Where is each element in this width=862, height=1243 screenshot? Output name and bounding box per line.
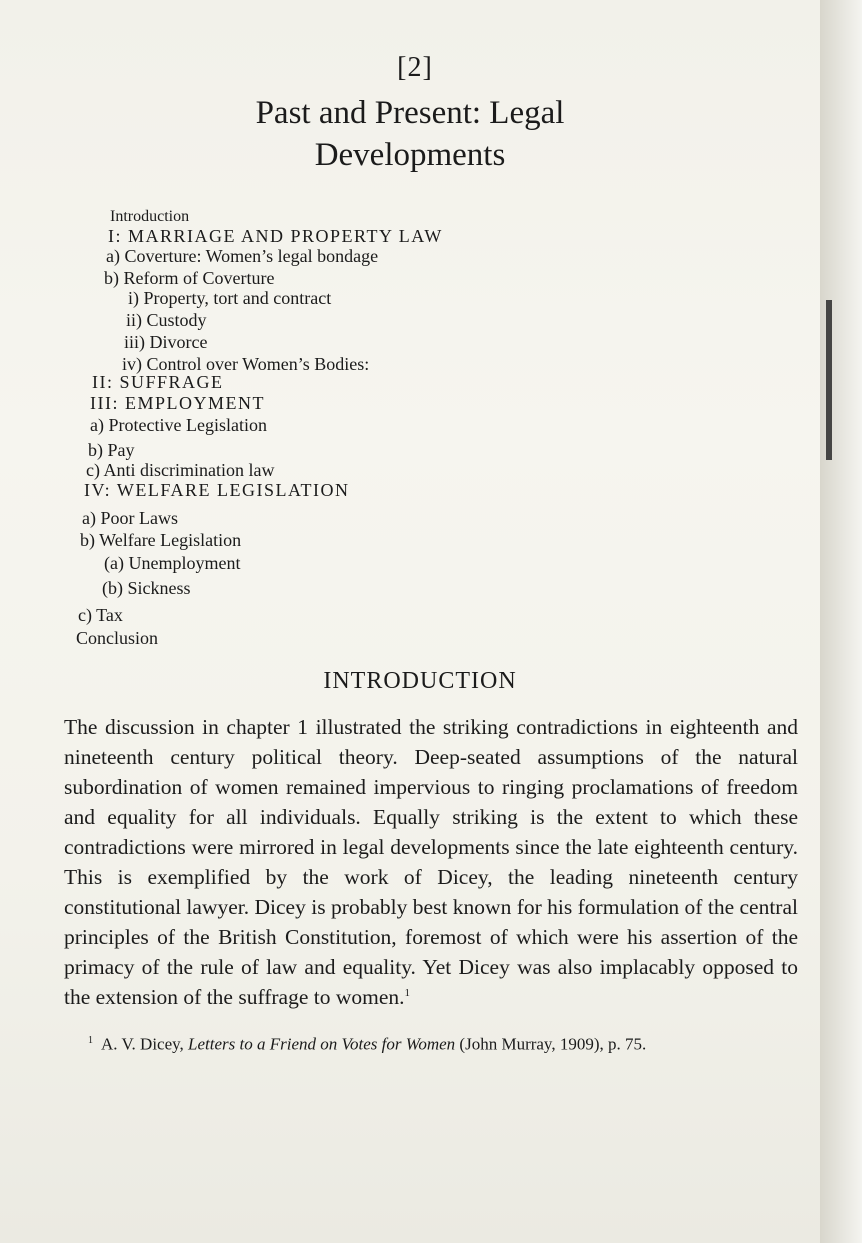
toc-part-2: II: SUFFRAGE bbox=[92, 372, 224, 392]
toc-item-3a: a) Protective Legislation bbox=[90, 415, 267, 435]
footnote-work-title: Letters to a Friend on Votes for Women bbox=[188, 1034, 456, 1054]
toc-part-1: I: MARRIAGE AND PROPERTY LAW bbox=[108, 226, 443, 246]
binding-shadow bbox=[826, 300, 832, 460]
page-edge bbox=[820, 0, 862, 1243]
toc-item-1b: b) Reform of Coverture bbox=[104, 268, 275, 288]
toc-item-3c: c) Anti discrimination law bbox=[86, 460, 275, 480]
toc-item-1b-iii: iii) Divorce bbox=[124, 332, 208, 352]
footnote-reference: 1 bbox=[404, 986, 411, 999]
toc-item-4b-a: (a) Unemployment bbox=[104, 553, 241, 573]
toc-part-3: III: EMPLOYMENT bbox=[90, 393, 265, 413]
section-heading: INTRODUCTION bbox=[323, 668, 517, 694]
toc-item-3b: b) Pay bbox=[88, 440, 135, 460]
footnote bbox=[88, 1030, 788, 1056]
footnote-details: (John Murray, 1909), p. 75. bbox=[459, 1034, 647, 1054]
chapter-number: [2] bbox=[397, 52, 433, 83]
toc-introduction: Introduction bbox=[110, 208, 190, 225]
toc-item-4c: c) Tax bbox=[78, 605, 123, 625]
footnote-mark: 1 bbox=[88, 1035, 93, 1046]
footnote-author: A. V. Dicey, bbox=[101, 1034, 184, 1054]
toc-item-1a: a) Coverture: Women’s legal bondage bbox=[106, 246, 379, 266]
toc-part-4: IV: WELFARE LEGISLATION bbox=[84, 480, 350, 500]
toc-item-1b-i: i) Property, tort and contract bbox=[128, 288, 332, 308]
toc-conclusion: Conclusion bbox=[76, 628, 159, 648]
chapter-title-line2: Developments bbox=[314, 137, 506, 173]
toc-item-4a: a) Poor Laws bbox=[82, 508, 178, 528]
chapter-title bbox=[180, 92, 640, 176]
chapter-title-line1: Past and Present: Legal bbox=[255, 95, 565, 131]
body-paragraph bbox=[64, 712, 798, 1012]
toc-item-4b: b) Welfare Legislation bbox=[80, 530, 242, 550]
toc-item-1b-ii: ii) Custody bbox=[126, 310, 207, 330]
toc-item-1b-iv: iv) Control over Women’s Bodies: bbox=[122, 354, 370, 374]
paragraph-text: The discussion in chapter 1 illustrated the striking contradictions in eighteenth and nineteenth century political theory. Deep-seated assumptions of the natural subordination of women remained impervious to ringing proclamations of freedom and equality for all individuals. Equally striking is the extent to which these contradictions were mirrored in legal developments since the late eighteenth century. This is exemplified by the work of Dicey, the leading nineteenth century constitutional lawyer. Dicey is probably best known for his formulation of the central principles of the British Constitution, foremost of which were his assertion of the primacy of the rule of law and equality. Yet Dicey was also implacably opposed to the extension of the suffrage to women. bbox=[64, 715, 798, 1009]
toc-item-4b-b: (b) Sickness bbox=[102, 578, 191, 598]
